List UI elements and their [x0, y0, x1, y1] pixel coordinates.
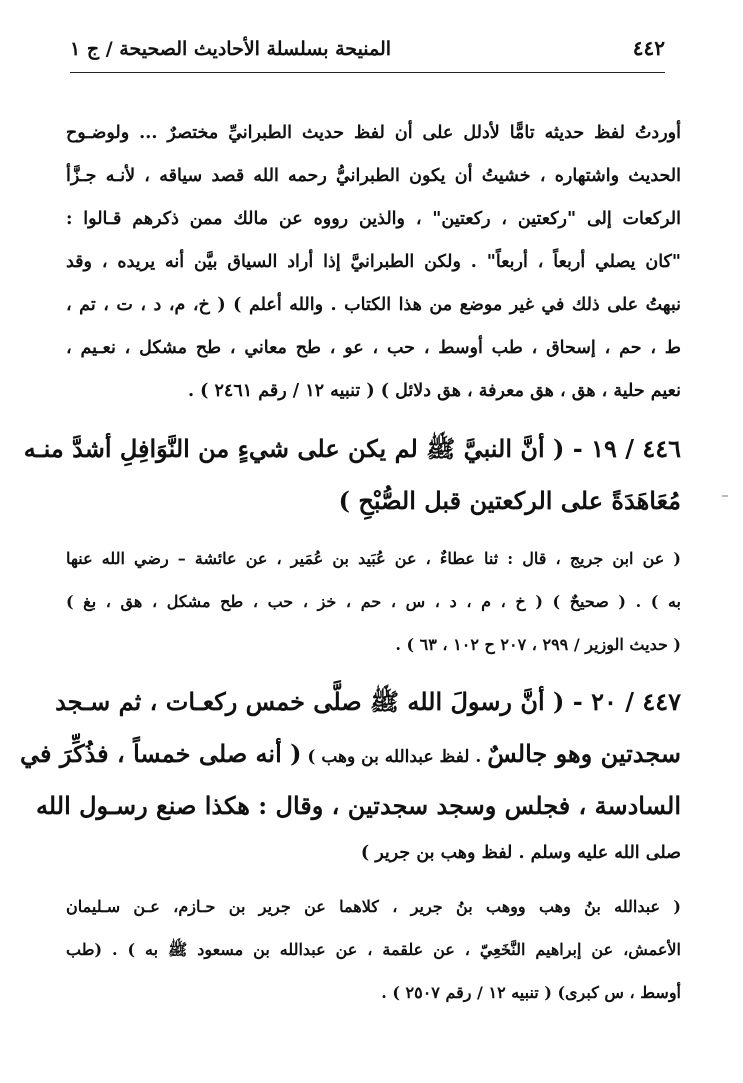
text-line: الحديث واشتهاره ، خشيتُ أن يكون الطبرانيُّ رحمه الله قصد سياقه ، لأنـه جـزَّأ: [66, 166, 681, 186]
hadith-text-large: سجدتين وهو جالسٌ: [487, 739, 681, 768]
hadith-text-large: ( أنه صلى خمساً ، فذُكِّرَ في: [20, 739, 302, 768]
text-line: الركعات إلى "ركعتين ، ركعتين" ، والذين رووه عن مالك ممن ذكرهم قـالوا :: [66, 209, 681, 229]
page-number: ٤٤٢: [632, 36, 665, 60]
source-line: به ) . ( صحيحٌ ) ( خ ، م ، د ، س ، حم ، خز ، حب ، طح مشكل ، هق ، بغ ): [66, 592, 681, 611]
page-body: [20, 112, 681, 1014]
hadith-heading-line: ٤٤٦ / ١٩ - ( أنَّ النبيَّ ﷺ لم يكن على شيءٍ من النَّوَافِلِ أشدَّ منـه: [23, 434, 681, 463]
source-line: ( عن ابن جريج ، قال : ثنا عطاءٌ ، عن عُبَيد بن عُمَير ، عن عائشة – رضي الله عنها: [66, 549, 681, 568]
source-line: ( حديث الوزير / ٢٩٩ ، ٢٠٧ ح ١٠٢ ، ٦٣ ) .: [395, 635, 681, 654]
hadith-446: [23, 423, 681, 666]
source-line: أوسط ، س كبرى) ( تنبيه ١٢ / رقم ٢٥٠٧ ) .: [381, 983, 681, 1002]
margin-mark: [722, 495, 728, 497]
hadith-447: [20, 676, 681, 1014]
text-line: أوردتُ لفظ حديثه تامًّا لأدلل على أن لفظ حديث الطبرانيِّ مختصرٌ ... ولوضـوح: [66, 123, 681, 143]
hadith-heading-line: ٤٤٧ / ٢٠ - ( أنَّ رسولَ الله ﷺ صلَّى خمس ركعـات ، ثم سـجد: [55, 687, 681, 716]
running-title: المنيحة بسلسلة الأحاديث الصحيحة / ج ١: [70, 38, 392, 60]
hadith-heading-line: السادسة ، فجلس وسجد سجدتين ، وقال : هكذا صنع رسـول الله: [35, 791, 681, 820]
text-line: نبهتُ على ذلك في غير موضع من هذا الكتاب . والله أعلم ) ( خ، م، د ، ت ، تم ،: [66, 295, 681, 315]
paragraph-commentary: [66, 112, 681, 413]
source-line: الأعمش، عن إبراهيم النَّخَعِيّ ، عن علقمة ، عن عبدالله بن مسعود ﷺ به ) . (طب: [66, 940, 681, 959]
hadith-text-line: صلى الله عليه وسلم . لفظ وهب بن جرير ): [360, 843, 681, 863]
hadith-heading-line: [20, 728, 681, 780]
page-header: [70, 34, 665, 70]
header-rule: [70, 72, 665, 73]
hadith-text-small: . لفظ عبدالله بن وهب ): [301, 747, 488, 767]
text-line: ط ، حم ، إسحاق ، طب أوسط ، حب ، عو ، طح معاني ، طح مشكل ، نعـيم ،: [66, 338, 681, 358]
source-line: ( عبدالله بنُ وهب ووهب بنُ جرير ، كلاهما عن جرير بن حـازم، عـن سـليمان: [66, 897, 681, 916]
text-line: نعيم حلية ، هق ، هق معرفة ، هق دلائل ) ( تنبيه ١٢ / رقم ٢٤٦١ ) .: [187, 381, 681, 401]
hadith-heading-line: مُعَاهَدَةً على الركعتين قبل الصُّبْحِ ): [338, 486, 681, 515]
text-line: "كان يصلي أربعاً ، أربعاً" . ولكن الطبرانيَّ إذا أراد السياق بيَّن أنه يريده ، وقد: [66, 252, 681, 272]
